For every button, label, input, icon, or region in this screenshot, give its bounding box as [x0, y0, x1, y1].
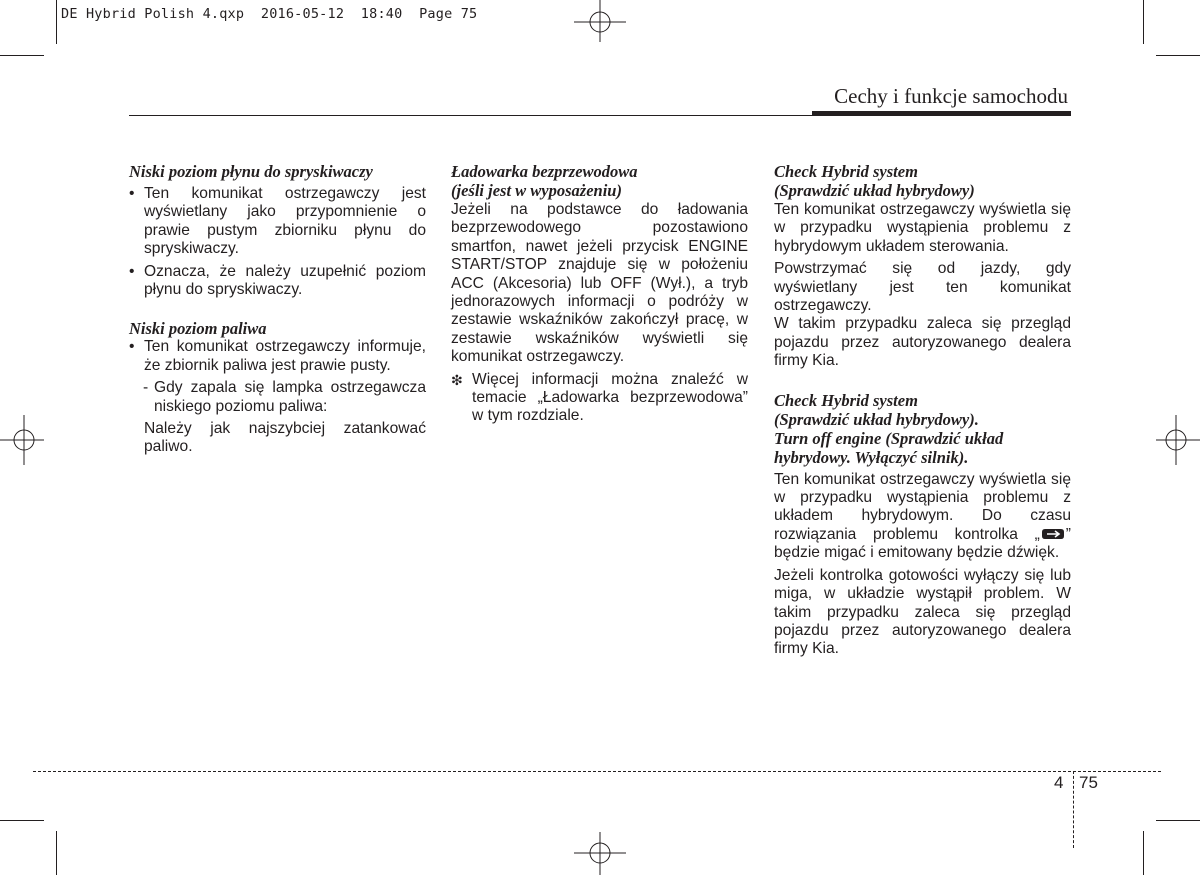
- heading-wireless-charger: Ładowarka bezprzewodowa: [451, 162, 638, 181]
- note-marker-icon: ❇: [451, 371, 463, 388]
- bullet-item: • Ten komunikat ostrzegawczy informuje, że zbiornik paliwa jest prawie pusty.: [129, 338, 426, 375]
- header-rule-accent: [812, 111, 1071, 116]
- paragraph: Ten komunikat ostrzegawczy wyświetla się w przypadku wystąpienia problemu z hybrydowym układem sterowania.: [774, 201, 1071, 255]
- footer-rule: [33, 771, 1161, 772]
- reference-note: [451, 371, 748, 426]
- paragraph: [774, 471, 1071, 563]
- footer-divider: [1073, 771, 1074, 848]
- paragraph-text: Ten komunikat ostrzegawczy wyświetla się w przypadku wystąpienia problemu z układem hybrydowym. Do czasu rozwiązania problemu kontrolka „: [774, 470, 1071, 543]
- registration-mark-left-icon: [0, 415, 44, 465]
- dash-item-text: Gdy zapala się lampka ostrzegawcza niskiego poziomu paliwa:: [154, 379, 426, 415]
- heading-turn-off-engine: Check Hybrid system: [774, 390, 918, 410]
- chapter-number: 4: [1054, 773, 1064, 792]
- heading-washer-fluid: Niski poziom płynu do spryskiwaczy: [129, 162, 373, 181]
- dash-marker: -: [143, 379, 149, 397]
- crop-mark: [1156, 55, 1200, 56]
- crop-mark: [56, 831, 57, 875]
- heading-low-fuel: Niski poziom paliwa: [129, 319, 267, 339]
- bullet-item: • Ten komunikat ostrzegawczy jest wyświetlany jako przypomnienie o prawie pustym zbiorniku płynu do spryskiwaczy.: [129, 185, 426, 259]
- paragraph: Jeżeli na podstawce do ładowania bezprzewodowego pozostawiono smartfon, nawet jeżeli przycisk ENGINE START/STOP znajduje się w położeniu ACC (Akcesoria) lub OFF (Wył.), a tryb jednorazowych informacji o podróży w zestawie wskaźników zakończył pracę, w zestawie wskaźników wyświetli się komunikat ostrzegawczy.: [451, 201, 748, 366]
- paragraph: Należy jak najszybciej zatankować paliwo.: [144, 420, 426, 456]
- crop-mark: [0, 820, 44, 821]
- reference-note-text: Więcej informacji można znaleźć w temacie „Ładowarka bezprzewodowa” w tym rozdziale.: [472, 370, 748, 425]
- crop-mark: [0, 55, 44, 56]
- heading-check-hybrid: Check Hybrid system: [774, 162, 918, 181]
- column-right: [774, 162, 1071, 659]
- registration-mark-top-icon: [574, 0, 626, 42]
- heading-turn-off-engine-line: (Sprawdzić układ hybrydowy).: [774, 409, 979, 429]
- heading-wireless-charger-note: (jeśli jest w wyposażeniu): [451, 181, 622, 200]
- paragraph-text: ” będzie migać i emitowany będzie dźwięk.: [774, 525, 1071, 562]
- section-title: Cechy i funkcje samochodu: [834, 84, 1068, 108]
- hybrid-ready-indicator-icon: [1040, 526, 1066, 542]
- crop-mark: [1143, 0, 1144, 44]
- column-middle: [451, 162, 748, 426]
- heading-turn-off-engine-line: hybrydowy. Wyłączyć silnik).: [774, 447, 969, 467]
- registration-mark-right-icon: [1156, 415, 1200, 465]
- dash-item: [129, 379, 426, 416]
- crop-mark: [56, 0, 57, 44]
- paragraph: W takim przypadku zaleca się przegląd pojazdu przez autoryzowanego dealera firmy Kia.: [774, 315, 1071, 370]
- header-rule: [129, 115, 812, 116]
- page-number: 75: [1079, 773, 1098, 792]
- bullet-item: • Oznacza, że należy uzupełnić poziom płynu do spryskiwaczy.: [129, 263, 426, 300]
- heading-turn-off-engine-line: Turn off engine (Sprawdzić układ: [774, 428, 1004, 448]
- paragraph: Jeżeli kontrolka gotowości wyłączy się lub miga, w układzie wystąpił problem. W takim przypadku zaleca się przegląd pojazdu przez autoryzowanego dealera firmy Kia.: [774, 566, 1071, 658]
- heading-check-hybrid-translation: (Sprawdzić układ hybrydowy): [774, 181, 975, 200]
- registration-mark-bottom-icon: [574, 832, 626, 875]
- crop-mark: [1156, 820, 1200, 821]
- crop-mark: [1143, 831, 1144, 875]
- column-left: [129, 162, 426, 457]
- printer-slug: DE Hybrid Polish 4.qxp 2016-05-12 18:40 Page 75: [61, 6, 478, 22]
- paragraph: Powstrzymać się od jazdy, gdy wyświetlany jest ten komunikat ostrzegawczy.: [774, 260, 1071, 315]
